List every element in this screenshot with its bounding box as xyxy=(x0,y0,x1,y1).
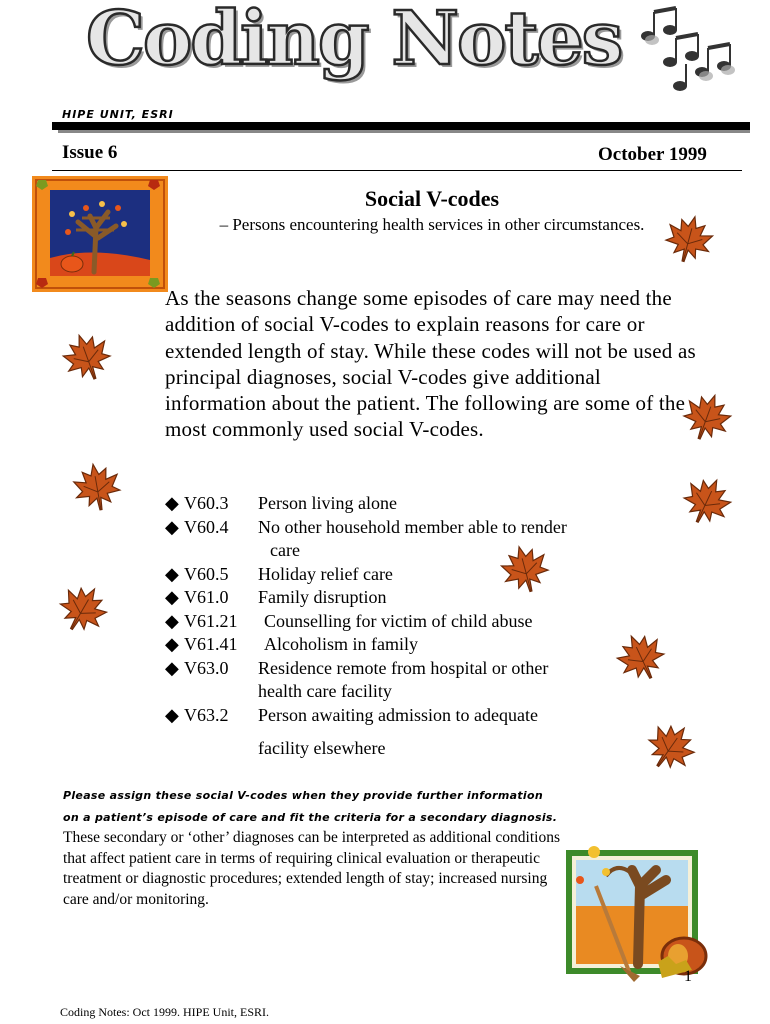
intro-paragraph: As the seasons change some episodes of care may need the addition of social V-codes to explain reasons for care or extended length of stay. While these codes will not be used as principal diagnoses, social V-codes give additional information about the patient. The following are some of the most commonly used social V-codes. xyxy=(165,286,696,442)
v-code: V63.0 xyxy=(184,657,229,678)
v-code: V60.4 xyxy=(184,516,229,537)
header-rule-shadow xyxy=(58,130,750,133)
header-divider xyxy=(52,170,742,171)
diamond-bullet-icon: ◆ xyxy=(165,493,179,513)
footer: Coding Notes: Oct 1999. HIPE Unit, ESRI. xyxy=(60,1005,269,1019)
page-number: 1 xyxy=(684,968,692,985)
diamond-bullet-icon: ◆ xyxy=(165,516,179,537)
v-code-description-continued: health care facility xyxy=(258,681,392,701)
maple-leaf-icon xyxy=(674,468,740,534)
maple-leaf-icon xyxy=(658,208,719,269)
list-item xyxy=(165,633,635,657)
v-code-description: Alcoholism in family xyxy=(264,634,418,654)
diamond-bullet-icon: ◆ xyxy=(165,704,179,725)
list-item xyxy=(165,492,635,516)
diamond-bullet-icon: ◆ xyxy=(165,563,179,584)
list-item xyxy=(165,704,635,761)
diamond-bullet-icon: ◆ xyxy=(165,657,179,678)
unit-label: HIPE UNIT, ESRI xyxy=(62,108,174,121)
header-rule xyxy=(52,122,750,130)
autumn-scene-image xyxy=(566,846,716,986)
v-code: V61.21 xyxy=(184,610,238,631)
maple-leaf-icon xyxy=(68,458,126,516)
v-code-description: Residence remote from hospital or other xyxy=(258,657,549,678)
diamond-bullet-icon: ◆ xyxy=(165,587,179,607)
list-item xyxy=(165,610,635,634)
v-code-description: Person living alone xyxy=(258,493,397,513)
notes-emphasis: Please assign these social V-codes when they provide further information on a patient’s episode of care and fit the criteria for a secondary diagnosis. xyxy=(63,789,558,824)
issue-date: October 1999 xyxy=(598,144,707,165)
list-item xyxy=(165,563,635,587)
list-item xyxy=(165,516,635,563)
v-code-description-continued: facility elsewhere xyxy=(258,738,386,758)
list-item xyxy=(165,657,635,704)
list-item xyxy=(165,586,635,610)
maple-leaf-icon xyxy=(55,325,119,389)
notes-body: These secondary or ‘other’ diagnoses can be interpreted as additional conditions that affect patient care in terms of requiring clinical evaluation or therapeutic treatment or diagnostic procedures; extended length of stay; increased nursing care and/or monitoring. xyxy=(63,829,560,908)
maple-leaf-icon xyxy=(636,712,706,782)
masthead-title: Coding Notes xyxy=(86,0,622,82)
v-code-description: Person awaiting admission to adequate xyxy=(258,704,538,725)
notes-paragraph xyxy=(63,785,563,910)
diamond-bullet-icon: ◆ xyxy=(165,634,179,654)
v-code-description-continued: care xyxy=(270,540,300,560)
v-code: V63.2 xyxy=(184,704,229,725)
v-code-description: No other household member able to render xyxy=(258,516,567,537)
v-code: V61.41 xyxy=(184,634,238,654)
maple-leaf-icon xyxy=(49,575,117,643)
v-code: V61.0 xyxy=(184,587,229,607)
v-code: V60.5 xyxy=(184,563,229,584)
v-codes-list xyxy=(165,492,635,761)
v-code: V60.3 xyxy=(184,493,229,513)
v-code-description: Family disruption xyxy=(258,587,387,607)
article-subtitle: – Persons encountering health services in other circumstances. xyxy=(219,215,645,234)
diamond-bullet-icon: ◆ xyxy=(165,610,179,631)
music-notes-icon xyxy=(636,6,746,96)
issue-number: Issue 6 xyxy=(62,142,118,163)
v-code-description: Holiday relief care xyxy=(258,563,393,584)
article-title: Social V-codes xyxy=(364,186,500,211)
v-code-description: Counselling for victim of child abuse xyxy=(264,610,533,631)
